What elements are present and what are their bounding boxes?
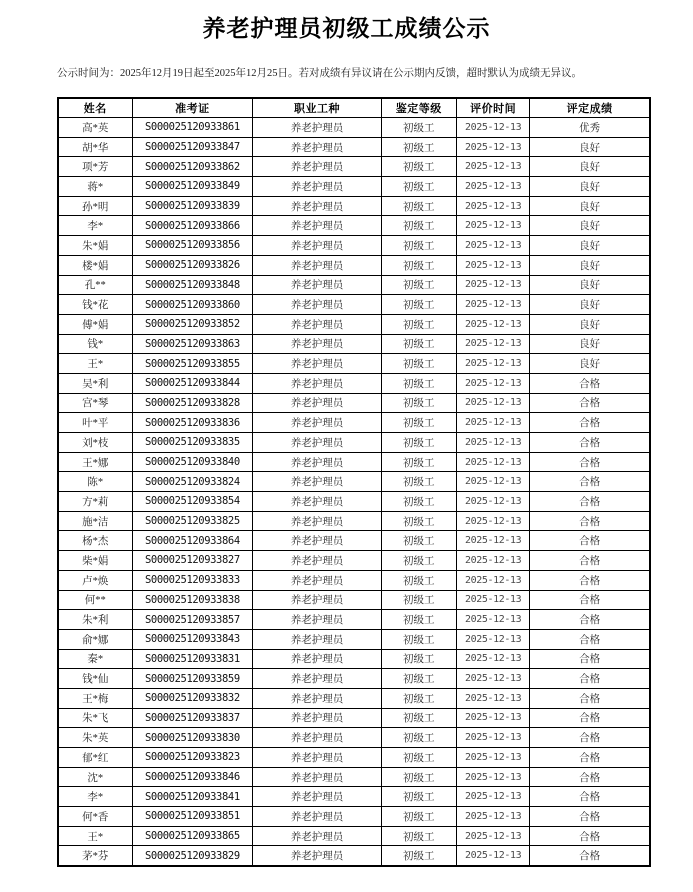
grade-cell: 良好 [530, 177, 650, 197]
table-row [58, 787, 650, 807]
name-cell: 李* [58, 216, 132, 236]
level-cell: 初级工 [381, 472, 456, 492]
occupation-cell: 养老护理员 [253, 137, 381, 157]
name-cell: 方*莉 [58, 492, 132, 512]
grade-cell: 良好 [530, 216, 650, 236]
name-cell: 孔** [58, 275, 132, 295]
grade-cell: 合格 [530, 531, 650, 551]
column-header-name: 姓名 [58, 98, 132, 118]
eval-date-cell: 2025-12-13 [456, 314, 529, 334]
table-row [58, 334, 650, 354]
page-title: 养老护理员初级工成绩公示 [202, 16, 491, 41]
level-cell: 初级工 [381, 255, 456, 275]
eval-date-cell: 2025-12-13 [456, 393, 529, 413]
grade-cell: 合格 [530, 649, 650, 669]
occupation-cell: 养老护理员 [253, 196, 381, 216]
level-cell: 初级工 [381, 216, 456, 236]
ticket-cell: S000025120933864 [132, 531, 253, 551]
table-row [58, 472, 650, 492]
occupation-cell: 养老护理员 [253, 708, 381, 728]
level-cell: 初级工 [381, 551, 456, 571]
ticket-cell: S000025120933859 [132, 669, 253, 689]
ticket-cell: S000025120933857 [132, 610, 253, 630]
grade-cell: 合格 [530, 787, 650, 807]
eval-date-cell: 2025-12-13 [456, 177, 529, 197]
column-header-level: 鉴定等级 [381, 98, 456, 118]
notice-text: 公示时间为：2025年12月19日起至2025年12月25日。若对成绩有异议请在公示期内反馈，超时默认为成绩无异议。 [57, 68, 582, 79]
occupation-cell: 养老护理员 [253, 669, 381, 689]
eval-date-cell: 2025-12-13 [456, 137, 529, 157]
name-cell: 李* [58, 787, 132, 807]
level-cell: 初级工 [381, 393, 456, 413]
level-cell: 初级工 [381, 314, 456, 334]
level-cell: 初级工 [381, 708, 456, 728]
table-row [58, 275, 650, 295]
ticket-cell: S000025120933848 [132, 275, 253, 295]
table-row [58, 649, 650, 669]
name-cell: 钱*仙 [58, 669, 132, 689]
eval-date-cell: 2025-12-13 [456, 511, 529, 531]
eval-date-cell: 2025-12-13 [456, 472, 529, 492]
ticket-cell: S000025120933832 [132, 688, 253, 708]
level-cell: 初级工 [381, 275, 456, 295]
ticket-cell: S000025120933855 [132, 354, 253, 374]
level-cell: 初级工 [381, 177, 456, 197]
name-cell: 刘*枝 [58, 433, 132, 453]
name-cell: 何** [58, 590, 132, 610]
level-cell: 初级工 [381, 610, 456, 630]
occupation-cell: 养老护理员 [253, 452, 381, 472]
eval-date-cell: 2025-12-13 [456, 255, 529, 275]
grade-cell: 合格 [530, 728, 650, 748]
table-row [58, 551, 650, 571]
occupation-cell: 养老护理员 [253, 649, 381, 669]
table-row [58, 236, 650, 256]
ticket-cell: S000025120933854 [132, 492, 253, 512]
ticket-cell: S000025120933860 [132, 295, 253, 315]
grade-cell: 良好 [530, 354, 650, 374]
level-cell: 初级工 [381, 137, 456, 157]
grade-cell: 合格 [530, 570, 650, 590]
name-cell: 陈* [58, 472, 132, 492]
eval-date-cell: 2025-12-13 [456, 118, 529, 138]
eval-date-cell: 2025-12-13 [456, 334, 529, 354]
level-cell: 初级工 [381, 826, 456, 846]
level-cell: 初级工 [381, 118, 456, 138]
name-cell: 楼*娟 [58, 255, 132, 275]
level-cell: 初级工 [381, 767, 456, 787]
name-cell: 宫*琴 [58, 393, 132, 413]
table-row [58, 452, 650, 472]
eval-date-cell: 2025-12-13 [456, 629, 529, 649]
column-header-eval-date: 评价时间 [456, 98, 529, 118]
ticket-cell: S000025120933844 [132, 373, 253, 393]
grade-cell: 合格 [530, 373, 650, 393]
name-cell: 傅*娟 [58, 314, 132, 334]
occupation-cell: 养老护理员 [253, 118, 381, 138]
table-row [58, 295, 650, 315]
eval-date-cell: 2025-12-13 [456, 531, 529, 551]
table-row [58, 610, 650, 630]
grade-cell: 合格 [530, 452, 650, 472]
grade-cell: 优秀 [530, 118, 650, 138]
table-row [58, 354, 650, 374]
table-row [58, 196, 650, 216]
name-cell: 俞*娜 [58, 629, 132, 649]
ticket-cell: S000025120933847 [132, 137, 253, 157]
ticket-cell: S000025120933839 [132, 196, 253, 216]
grade-cell: 合格 [530, 826, 650, 846]
ticket-cell: S000025120933828 [132, 393, 253, 413]
grade-cell: 良好 [530, 275, 650, 295]
grade-cell: 合格 [530, 551, 650, 571]
name-cell: 孙*明 [58, 196, 132, 216]
name-cell: 蒋* [58, 177, 132, 197]
grade-cell: 合格 [530, 767, 650, 787]
occupation-cell: 养老护理员 [253, 216, 381, 236]
grade-cell: 合格 [530, 472, 650, 492]
eval-date-cell: 2025-12-13 [456, 787, 529, 807]
level-cell: 初级工 [381, 787, 456, 807]
level-cell: 初级工 [381, 295, 456, 315]
level-cell: 初级工 [381, 433, 456, 453]
grade-cell: 合格 [530, 511, 650, 531]
table-row [58, 177, 650, 197]
grade-cell: 良好 [530, 236, 650, 256]
table-head [58, 98, 650, 118]
eval-date-cell: 2025-12-13 [456, 295, 529, 315]
occupation-cell: 养老护理员 [253, 433, 381, 453]
occupation-cell: 养老护理员 [253, 255, 381, 275]
ticket-cell: S000025120933837 [132, 708, 253, 728]
level-cell: 初级工 [381, 354, 456, 374]
grade-cell: 良好 [530, 334, 650, 354]
level-cell: 初级工 [381, 157, 456, 177]
column-header-occupation: 职业工种 [253, 98, 381, 118]
table-row [58, 708, 650, 728]
ticket-cell: S000025120933823 [132, 748, 253, 768]
occupation-cell: 养老护理员 [253, 492, 381, 512]
grade-cell: 合格 [530, 748, 650, 768]
table-row [58, 767, 650, 787]
eval-date-cell: 2025-12-13 [456, 826, 529, 846]
ticket-cell: S000025120933830 [132, 728, 253, 748]
grade-cell: 合格 [530, 669, 650, 689]
level-cell: 初级工 [381, 236, 456, 256]
name-cell: 钱*花 [58, 295, 132, 315]
results-table [57, 97, 651, 867]
eval-date-cell: 2025-12-13 [456, 216, 529, 236]
table-row [58, 393, 650, 413]
eval-date-cell: 2025-12-13 [456, 728, 529, 748]
occupation-cell: 养老护理员 [253, 767, 381, 787]
table-row [58, 492, 650, 512]
eval-date-cell: 2025-12-13 [456, 492, 529, 512]
eval-date-cell: 2025-12-13 [456, 570, 529, 590]
occupation-cell: 养老护理员 [253, 236, 381, 256]
occupation-cell: 养老护理员 [253, 531, 381, 551]
occupation-cell: 养老护理员 [253, 177, 381, 197]
table-row [58, 826, 650, 846]
ticket-cell: S000025120933852 [132, 314, 253, 334]
table-row [58, 807, 650, 827]
name-cell: 项*芳 [58, 157, 132, 177]
occupation-cell: 养老护理员 [253, 629, 381, 649]
ticket-cell: S000025120933840 [132, 452, 253, 472]
table-row [58, 314, 650, 334]
eval-date-cell: 2025-12-13 [456, 433, 529, 453]
name-cell: 何*香 [58, 807, 132, 827]
column-header-ticket: 准考证 [132, 98, 253, 118]
ticket-cell: S000025120933825 [132, 511, 253, 531]
ticket-cell: S000025120933856 [132, 236, 253, 256]
ticket-cell: S000025120933831 [132, 649, 253, 669]
occupation-cell: 养老护理员 [253, 826, 381, 846]
level-cell: 初级工 [381, 728, 456, 748]
table-row [58, 728, 650, 748]
occupation-cell: 养老护理员 [253, 846, 381, 866]
occupation-cell: 养老护理员 [253, 748, 381, 768]
ticket-cell: S000025120933862 [132, 157, 253, 177]
eval-date-cell: 2025-12-13 [456, 354, 529, 374]
name-cell: 朱*娟 [58, 236, 132, 256]
name-cell: 柴*娟 [58, 551, 132, 571]
occupation-cell: 养老护理员 [253, 334, 381, 354]
name-cell: 吴*利 [58, 373, 132, 393]
level-cell: 初级工 [381, 669, 456, 689]
level-cell: 初级工 [381, 807, 456, 827]
grade-cell: 合格 [530, 807, 650, 827]
eval-date-cell: 2025-12-13 [456, 807, 529, 827]
name-cell: 茅*芬 [58, 846, 132, 866]
eval-date-cell: 2025-12-13 [456, 846, 529, 866]
eval-date-cell: 2025-12-13 [456, 708, 529, 728]
table-row [58, 255, 650, 275]
grade-cell: 合格 [530, 393, 650, 413]
grade-cell: 良好 [530, 255, 650, 275]
table-row [58, 590, 650, 610]
eval-date-cell: 2025-12-13 [456, 275, 529, 295]
occupation-cell: 养老护理员 [253, 610, 381, 630]
occupation-cell: 养老护理员 [253, 511, 381, 531]
grade-cell: 合格 [530, 492, 650, 512]
column-header-grade: 评定成绩 [530, 98, 650, 118]
name-cell: 朱*利 [58, 610, 132, 630]
occupation-cell: 养老护理员 [253, 688, 381, 708]
eval-date-cell: 2025-12-13 [456, 196, 529, 216]
grade-cell: 良好 [530, 196, 650, 216]
ticket-cell: S000025120933824 [132, 472, 253, 492]
occupation-cell: 养老护理员 [253, 354, 381, 374]
table-row [58, 669, 650, 689]
occupation-cell: 养老护理员 [253, 413, 381, 433]
ticket-cell: S000025120933846 [132, 767, 253, 787]
eval-date-cell: 2025-12-13 [456, 373, 529, 393]
table-row [58, 570, 650, 590]
table-row [58, 118, 650, 138]
occupation-cell: 养老护理员 [253, 373, 381, 393]
table-row [58, 137, 650, 157]
name-cell: 杨*杰 [58, 531, 132, 551]
table-row [58, 748, 650, 768]
name-cell: 朱*飞 [58, 708, 132, 728]
name-cell: 王* [58, 354, 132, 374]
grade-cell: 良好 [530, 314, 650, 334]
ticket-cell: S000025120933827 [132, 551, 253, 571]
eval-date-cell: 2025-12-13 [456, 452, 529, 472]
level-cell: 初级工 [381, 570, 456, 590]
eval-date-cell: 2025-12-13 [456, 649, 529, 669]
table-row [58, 629, 650, 649]
grade-cell: 合格 [530, 846, 650, 866]
ticket-cell: S000025120933843 [132, 629, 253, 649]
name-cell: 施*洁 [58, 511, 132, 531]
header-row [58, 98, 650, 118]
ticket-cell: S000025120933851 [132, 807, 253, 827]
occupation-cell: 养老护理员 [253, 551, 381, 571]
level-cell: 初级工 [381, 846, 456, 866]
name-cell: 郁*红 [58, 748, 132, 768]
level-cell: 初级工 [381, 629, 456, 649]
eval-date-cell: 2025-12-13 [456, 748, 529, 768]
level-cell: 初级工 [381, 531, 456, 551]
grade-cell: 合格 [530, 708, 650, 728]
table-row [58, 373, 650, 393]
name-cell: 钱* [58, 334, 132, 354]
name-cell: 王* [58, 826, 132, 846]
occupation-cell: 养老护理员 [253, 157, 381, 177]
table-row [58, 413, 650, 433]
grade-cell: 合格 [530, 590, 650, 610]
occupation-cell: 养老护理员 [253, 393, 381, 413]
level-cell: 初级工 [381, 688, 456, 708]
ticket-cell: S000025120933861 [132, 118, 253, 138]
eval-date-cell: 2025-12-13 [456, 413, 529, 433]
level-cell: 初级工 [381, 196, 456, 216]
ticket-cell: S000025120933836 [132, 413, 253, 433]
occupation-cell: 养老护理员 [253, 314, 381, 334]
level-cell: 初级工 [381, 452, 456, 472]
ticket-cell: S000025120933833 [132, 570, 253, 590]
ticket-cell: S000025120933865 [132, 826, 253, 846]
occupation-cell: 养老护理员 [253, 590, 381, 610]
eval-date-cell: 2025-12-13 [456, 767, 529, 787]
name-cell: 王*娜 [58, 452, 132, 472]
ticket-cell: S000025120933835 [132, 433, 253, 453]
table-row [58, 216, 650, 236]
ticket-cell: S000025120933849 [132, 177, 253, 197]
grade-cell: 合格 [530, 433, 650, 453]
table-row [58, 157, 650, 177]
level-cell: 初级工 [381, 649, 456, 669]
eval-date-cell: 2025-12-13 [456, 669, 529, 689]
table-body [58, 118, 650, 867]
name-cell: 高*英 [58, 118, 132, 138]
eval-date-cell: 2025-12-13 [456, 157, 529, 177]
document-page [0, 13, 693, 892]
name-cell: 王*梅 [58, 688, 132, 708]
table-row [58, 688, 650, 708]
level-cell: 初级工 [381, 334, 456, 354]
level-cell: 初级工 [381, 413, 456, 433]
eval-date-cell: 2025-12-13 [456, 236, 529, 256]
table-row [58, 433, 650, 453]
ticket-cell: S000025120933826 [132, 255, 253, 275]
name-cell: 胡*华 [58, 137, 132, 157]
eval-date-cell: 2025-12-13 [456, 610, 529, 630]
ticket-cell: S000025120933838 [132, 590, 253, 610]
name-cell: 叶*平 [58, 413, 132, 433]
name-cell: 秦* [58, 649, 132, 669]
name-cell: 沈* [58, 767, 132, 787]
level-cell: 初级工 [381, 590, 456, 610]
level-cell: 初级工 [381, 492, 456, 512]
grade-cell: 合格 [530, 610, 650, 630]
grade-cell: 合格 [530, 413, 650, 433]
occupation-cell: 养老护理员 [253, 472, 381, 492]
occupation-cell: 养老护理员 [253, 570, 381, 590]
occupation-cell: 养老护理员 [253, 295, 381, 315]
eval-date-cell: 2025-12-13 [456, 551, 529, 571]
grade-cell: 良好 [530, 137, 650, 157]
grade-cell: 良好 [530, 295, 650, 315]
table-row [58, 846, 650, 866]
name-cell: 朱*英 [58, 728, 132, 748]
level-cell: 初级工 [381, 511, 456, 531]
table-row [58, 531, 650, 551]
table-row [58, 511, 650, 531]
occupation-cell: 养老护理员 [253, 728, 381, 748]
grade-cell: 合格 [530, 688, 650, 708]
grade-cell: 良好 [530, 157, 650, 177]
level-cell: 初级工 [381, 373, 456, 393]
ticket-cell: S000025120933866 [132, 216, 253, 236]
occupation-cell: 养老护理员 [253, 807, 381, 827]
ticket-cell: S000025120933829 [132, 846, 253, 866]
name-cell: 卢*焕 [58, 570, 132, 590]
grade-cell: 合格 [530, 629, 650, 649]
occupation-cell: 养老护理员 [253, 787, 381, 807]
ticket-cell: S000025120933863 [132, 334, 253, 354]
level-cell: 初级工 [381, 748, 456, 768]
occupation-cell: 养老护理员 [253, 275, 381, 295]
eval-date-cell: 2025-12-13 [456, 688, 529, 708]
ticket-cell: S000025120933841 [132, 787, 253, 807]
eval-date-cell: 2025-12-13 [456, 590, 529, 610]
